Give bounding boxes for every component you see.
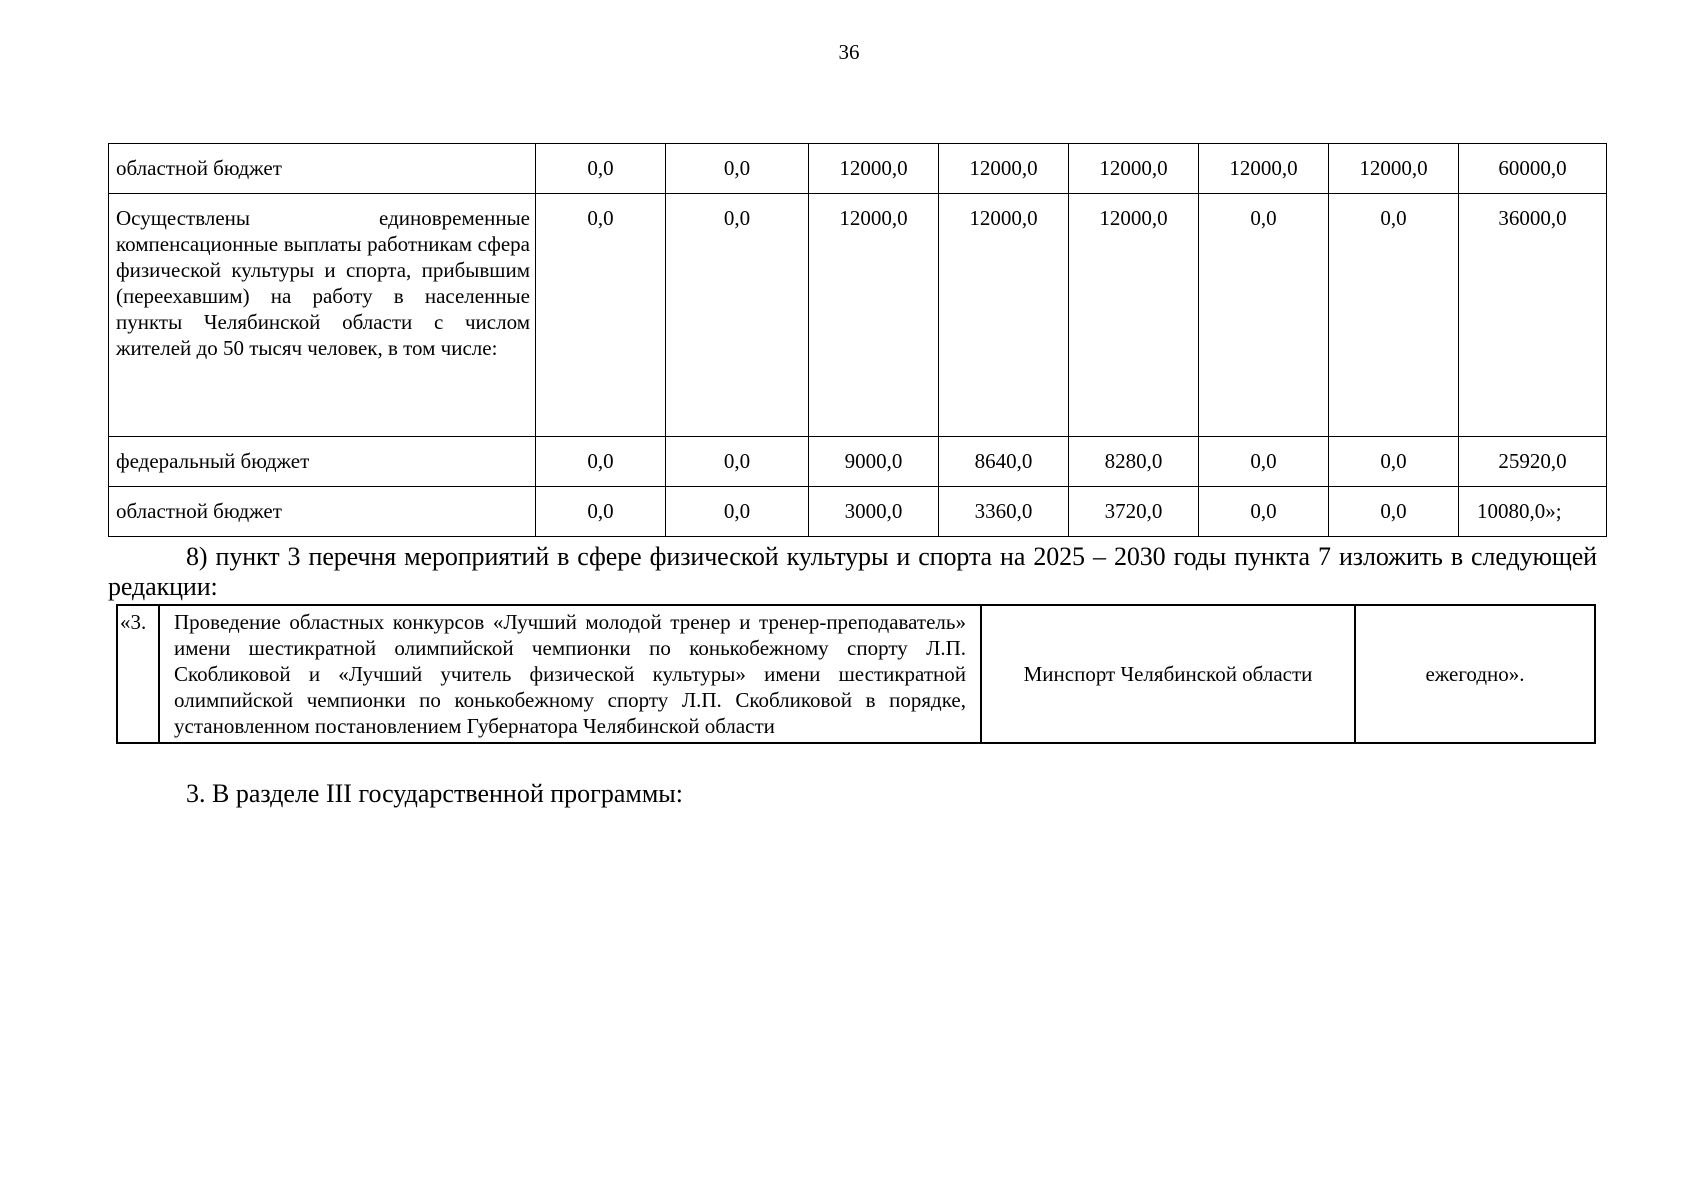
cell-value: 0,0 — [1329, 194, 1459, 437]
table-row — [109, 487, 1607, 537]
cell-value: 9000,0 — [809, 437, 939, 487]
cell-total: 10080,0»; — [1459, 487, 1607, 537]
cell-value: 12000,0 — [1329, 144, 1459, 194]
measure-index: «3. — [117, 605, 159, 743]
cell-value: 0,0 — [536, 487, 666, 537]
cell-value: 0,0 — [1329, 437, 1459, 487]
cell-value: 0,0 — [666, 487, 809, 537]
row-label: областной бюджет — [109, 144, 536, 194]
paragraph-3: 3. В разделе III государственной программы: — [186, 779, 683, 808]
paragraph-8: 8) пункт 3 перечня мероприятий в сфере физической культуры и спорта на 2025 – 2030 годы пункта 7 изложить в следующей редакции: — [108, 542, 1597, 601]
cell-value: 8640,0 — [939, 437, 1069, 487]
table-row — [117, 605, 1595, 743]
row-label: областной бюджет — [109, 487, 536, 537]
cell-value: 0,0 — [666, 194, 809, 437]
cell-value: 3720,0 — [1069, 487, 1199, 537]
cell-value: 0,0 — [536, 194, 666, 437]
cell-value: 0,0 — [536, 144, 666, 194]
cell-value: 12000,0 — [809, 144, 939, 194]
cell-value: 0,0 — [1199, 194, 1329, 437]
cell-value: 12000,0 — [809, 194, 939, 437]
cell-total: 25920,0 — [1459, 437, 1607, 487]
cell-value: 0,0 — [666, 144, 809, 194]
table-row — [109, 194, 1607, 437]
table-row — [109, 144, 1607, 194]
measure-organization: Минспорт Челябинской области — [981, 605, 1355, 743]
cell-value: 12000,0 — [1069, 144, 1199, 194]
cell-value: 0,0 — [1329, 487, 1459, 537]
row-label: федеральный бюджет — [109, 437, 536, 487]
cell-value: 12000,0 — [939, 194, 1069, 437]
cell-value: 12000,0 — [939, 144, 1069, 194]
cell-value: 8280,0 — [1069, 437, 1199, 487]
cell-total: 60000,0 — [1459, 144, 1607, 194]
measure-description: Проведение областных конкурсов «Лучший молодой тренер и тренер-преподаватель» имени шестикратной олимпийской чемпионки по конькобежному спорту Л.П. Скобликовой и «Лучший учитель физической культуры» имени шестикратной олимпийской чемпионки по конькобежному спорту Л.П. Скобликовой в порядке, установленном постановлением Губернатора Челябинской области — [159, 605, 981, 743]
measure-term: ежегодно». — [1355, 605, 1595, 743]
cell-total: 36000,0 — [1459, 194, 1607, 437]
table-row — [109, 437, 1607, 487]
cell-value: 3360,0 — [939, 487, 1069, 537]
page-number: 36 — [838, 40, 860, 64]
cell-value: 0,0 — [536, 437, 666, 487]
cell-value: 0,0 — [666, 437, 809, 487]
cell-value: 12000,0 — [1199, 144, 1329, 194]
budget-table — [108, 143, 1607, 537]
measure-table — [116, 604, 1596, 744]
cell-value: 12000,0 — [1069, 194, 1199, 437]
cell-value: 0,0 — [1199, 437, 1329, 487]
row-label: Осуществлены единовременные компенсационные выплаты работникам сфера физической культуры и спорта, прибывшим (переехавшим) на работу в населенные пункты Челябинской области с числом жителей до 50 тысяч человек, в том числе: — [109, 194, 536, 437]
cell-value: 0,0 — [1199, 487, 1329, 537]
cell-value: 3000,0 — [809, 487, 939, 537]
